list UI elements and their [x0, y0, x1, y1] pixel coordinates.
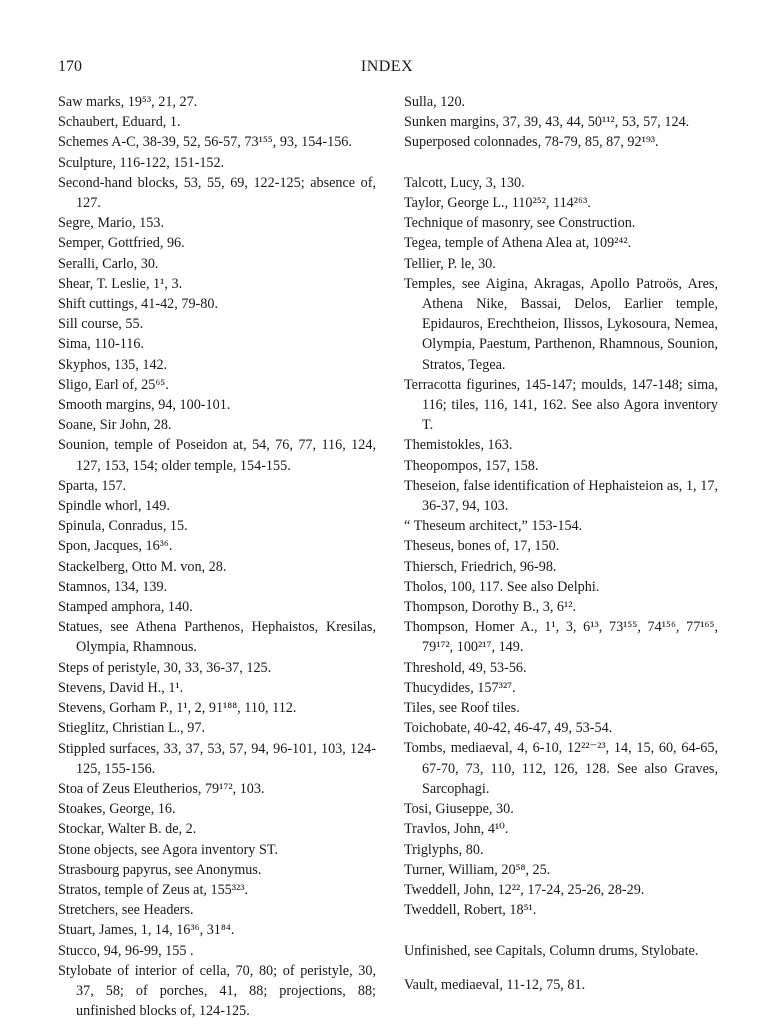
- index-entry: Sulla, 120.: [404, 94, 466, 110]
- index-entry: Tiles, see Roof tiles.: [404, 700, 520, 717]
- index-entry: Technique of masonry, see Construction.: [404, 215, 636, 232]
- index-entry: Strasbourg papyrus, see Anonymus.: [58, 861, 262, 878]
- index-entry: Spon, Jacques, 16³⁶.: [58, 538, 173, 555]
- index-entry: Spindle whorl, 149.: [58, 498, 170, 515]
- index-entry: Stevens, David H., 1¹.: [58, 679, 184, 696]
- index-entry: Thompson, Dorothy B., 3, 6¹².: [404, 599, 577, 616]
- index-entry: Tholos, 100, 117. See also Delphi.: [404, 578, 600, 595]
- index-entry: Stoa of Zeus Eleutherios, 79¹⁷², 103.: [58, 780, 265, 797]
- index-entry: Shift cuttings, 41-42, 79-80.: [58, 296, 218, 313]
- index-entry: Stockar, Walter B. de, 2.: [58, 821, 197, 838]
- index-entry: Statues, see Athena Parthenos, Hephaistos, Kresilas, Olympia, Rhamnous.: [58, 619, 376, 656]
- index-entry: “ Theseum architect,” 153-154.: [404, 518, 583, 535]
- index-entry: Stippled surfaces, 33, 37, 53, 57, 94, 96-101, 103, 124-125, 155-156.: [58, 740, 376, 777]
- index-entry: Stoakes, George, 16.: [58, 801, 176, 818]
- index-entry: Stuart, James, 1, 14, 16³⁶, 31⁸⁴.: [58, 922, 235, 939]
- index-entry: Threshold, 49, 53-56.: [404, 659, 527, 676]
- index-entry: Sounion, temple of Poseidon at, 54, 76, 77, 116, 124, 127, 153, 154; older temple, 154-155.: [58, 437, 376, 474]
- index-entry: Terracotta figurines, 145-147; moulds, 147-148; sima, 116; tiles, 116, 141, 162. See also Agora inventory T.: [404, 376, 718, 434]
- index-entry: Tombs, mediaeval, 4, 6-10, 12²²⁻²³, 14, 15, 60, 64-65, 67-70, 73, 110, 112, 126, 128. See also Graves, Sarcophagi.: [404, 740, 718, 797]
- index-group-v: [404, 975, 718, 995]
- index-entry: Tegea, temple of Athena Alea at, 109²⁴².: [404, 235, 632, 252]
- index-entry: Travlos, John, 4¹⁰.: [404, 821, 509, 838]
- index-entry: Talcott, Lucy, 3, 130.: [404, 174, 525, 191]
- index-entry: Stratos, temple of Zeus at, 155³²³.: [58, 881, 249, 898]
- index-column-left: [58, 92, 376, 1021]
- index-entry: Tweddell, Robert, 18⁵¹.: [404, 902, 537, 919]
- index-entry: Sligo, Earl of, 25⁶⁵.: [58, 376, 169, 393]
- index-entry: Skyphos, 135, 142.: [58, 356, 168, 373]
- index-entry: Stone objects, see Agora inventory ST.: [58, 841, 278, 858]
- index-entry: Taylor, George L., 110²⁵², 114²⁶³.: [404, 195, 591, 211]
- index-entry: Saw marks, 19⁵³, 21, 27.: [58, 94, 198, 110]
- index-entry: Superposed colonnades, 78-79, 85, 87, 92¹⁹³.: [404, 134, 659, 151]
- index-entry: Theseion, false identification of Hephaisteion as, 1, 17, 36-37, 94, 103.: [404, 477, 718, 515]
- index-entry: Stucco, 94, 96-99, 155 .: [58, 942, 194, 959]
- index-entry: Theseus, bones of, 17, 150.: [404, 538, 560, 555]
- index-entry: Sunken margins, 37, 39, 43, 44, 50¹¹², 53, 57, 124.: [404, 114, 690, 131]
- index-entry: Vault, mediaeval, 11-12, 75, 81.: [404, 976, 586, 993]
- index-entry: Segre, Mario, 153.: [58, 215, 164, 232]
- index-group-s: [404, 92, 718, 153]
- index-entry: Sculpture, 116-122, 151-152.: [58, 154, 225, 171]
- running-title: INDEX: [360, 58, 414, 75]
- index-entry: Temples, see Aigina, Akragas, Apollo Patroös, Ares, Athena Nike, Bassai, Delos, Earlier temple, Epidauros, Erechtheion, Ilissos, Lykosoura, Nemea, Olympia, Paestum, Parthenon, Rhamnous, Sounion, Stratos, Tegea.: [404, 275, 718, 373]
- index-entry: Sparta, 157.: [58, 477, 127, 494]
- index-entry: Soane, Sir John, 28.: [58, 417, 172, 434]
- index-entry: Thiersch, Friedrich, 96-98.: [404, 558, 557, 575]
- index-entry: Tellier, P. le, 30.: [404, 255, 496, 272]
- section-gap: [404, 961, 718, 975]
- index-entry: Triglyphs, 80.: [404, 841, 484, 858]
- index-entry: Smooth margins, 94, 100-101.: [58, 397, 231, 414]
- index-entry: Turner, William, 20⁵⁸, 25.: [404, 861, 551, 878]
- index-entry: Unfinished, see Capitals, Column drums, Stylobate.: [404, 942, 699, 959]
- index-entry: Steps of peristyle, 30, 33, 36-37, 125.: [58, 659, 272, 676]
- section-gap: [404, 153, 718, 173]
- index-group-t: [404, 173, 718, 921]
- index-entry: Stretchers, see Headers.: [58, 902, 194, 919]
- index-entry: Sill course, 55.: [58, 316, 144, 333]
- index-entry: Stieglitz, Christian L., 97.: [58, 720, 205, 737]
- index-entry: Stamped amphora, 140.: [58, 599, 193, 616]
- index-entry: Sima, 110-116.: [58, 336, 145, 353]
- index-entry: Seralli, Carlo, 30.: [58, 255, 159, 272]
- index-entry: Thucydides, 157³²⁷.: [404, 679, 516, 696]
- index-entry: Tweddell, John, 12²², 17-24, 25-26, 28-29.: [404, 881, 645, 898]
- index-entry: Schemes A-C, 38-39, 52, 56-57, 73¹⁵⁵, 93, 154-156.: [58, 134, 352, 151]
- page-header: [58, 58, 716, 78]
- index-entry: Stackelberg, Otto M. von, 28.: [58, 558, 227, 575]
- index-entry: Spinula, Conradus, 15.: [58, 518, 188, 535]
- page-number: 170: [58, 58, 82, 75]
- index-entry: Toichobate, 40-42, 46-47, 49, 53-54.: [404, 720, 613, 737]
- index-entry: Stamnos, 134, 139.: [58, 578, 168, 595]
- section-gap: [404, 920, 718, 940]
- index-group-u: [404, 941, 718, 961]
- index-entry: Themistokles, 163.: [404, 437, 513, 454]
- index-entry: Thompson, Homer A., 1¹, 3, 6¹³, 73¹⁵⁵, 74¹⁵⁶, 77¹⁶⁵, 79¹⁷², 100²¹⁷, 149.: [404, 619, 718, 656]
- index-entry: Semper, Gottfried, 96.: [58, 235, 185, 252]
- index-entry: Stevens, Gorham P., 1¹, 2, 91¹⁸⁸, 110, 112.: [58, 700, 297, 717]
- index-column-right: [404, 92, 718, 995]
- index-entry: Tosi, Giuseppe, 30.: [404, 801, 514, 818]
- index-entry: Schaubert, Eduard, 1.: [58, 114, 181, 131]
- index-entry: Second-hand blocks, 53, 55, 69, 122-125; absence of, 127.: [58, 174, 376, 212]
- index-entry: Shear, T. Leslie, 1¹, 3.: [58, 275, 183, 292]
- index-entry: Stylobate of interior of cella, 70, 80; of peristyle, 30, 37, 58; of porches, 41, 88; projections, 88; unfinished blocks of, 124-125.: [58, 962, 376, 1020]
- index-entry: Theopompos, 157, 158.: [404, 457, 539, 474]
